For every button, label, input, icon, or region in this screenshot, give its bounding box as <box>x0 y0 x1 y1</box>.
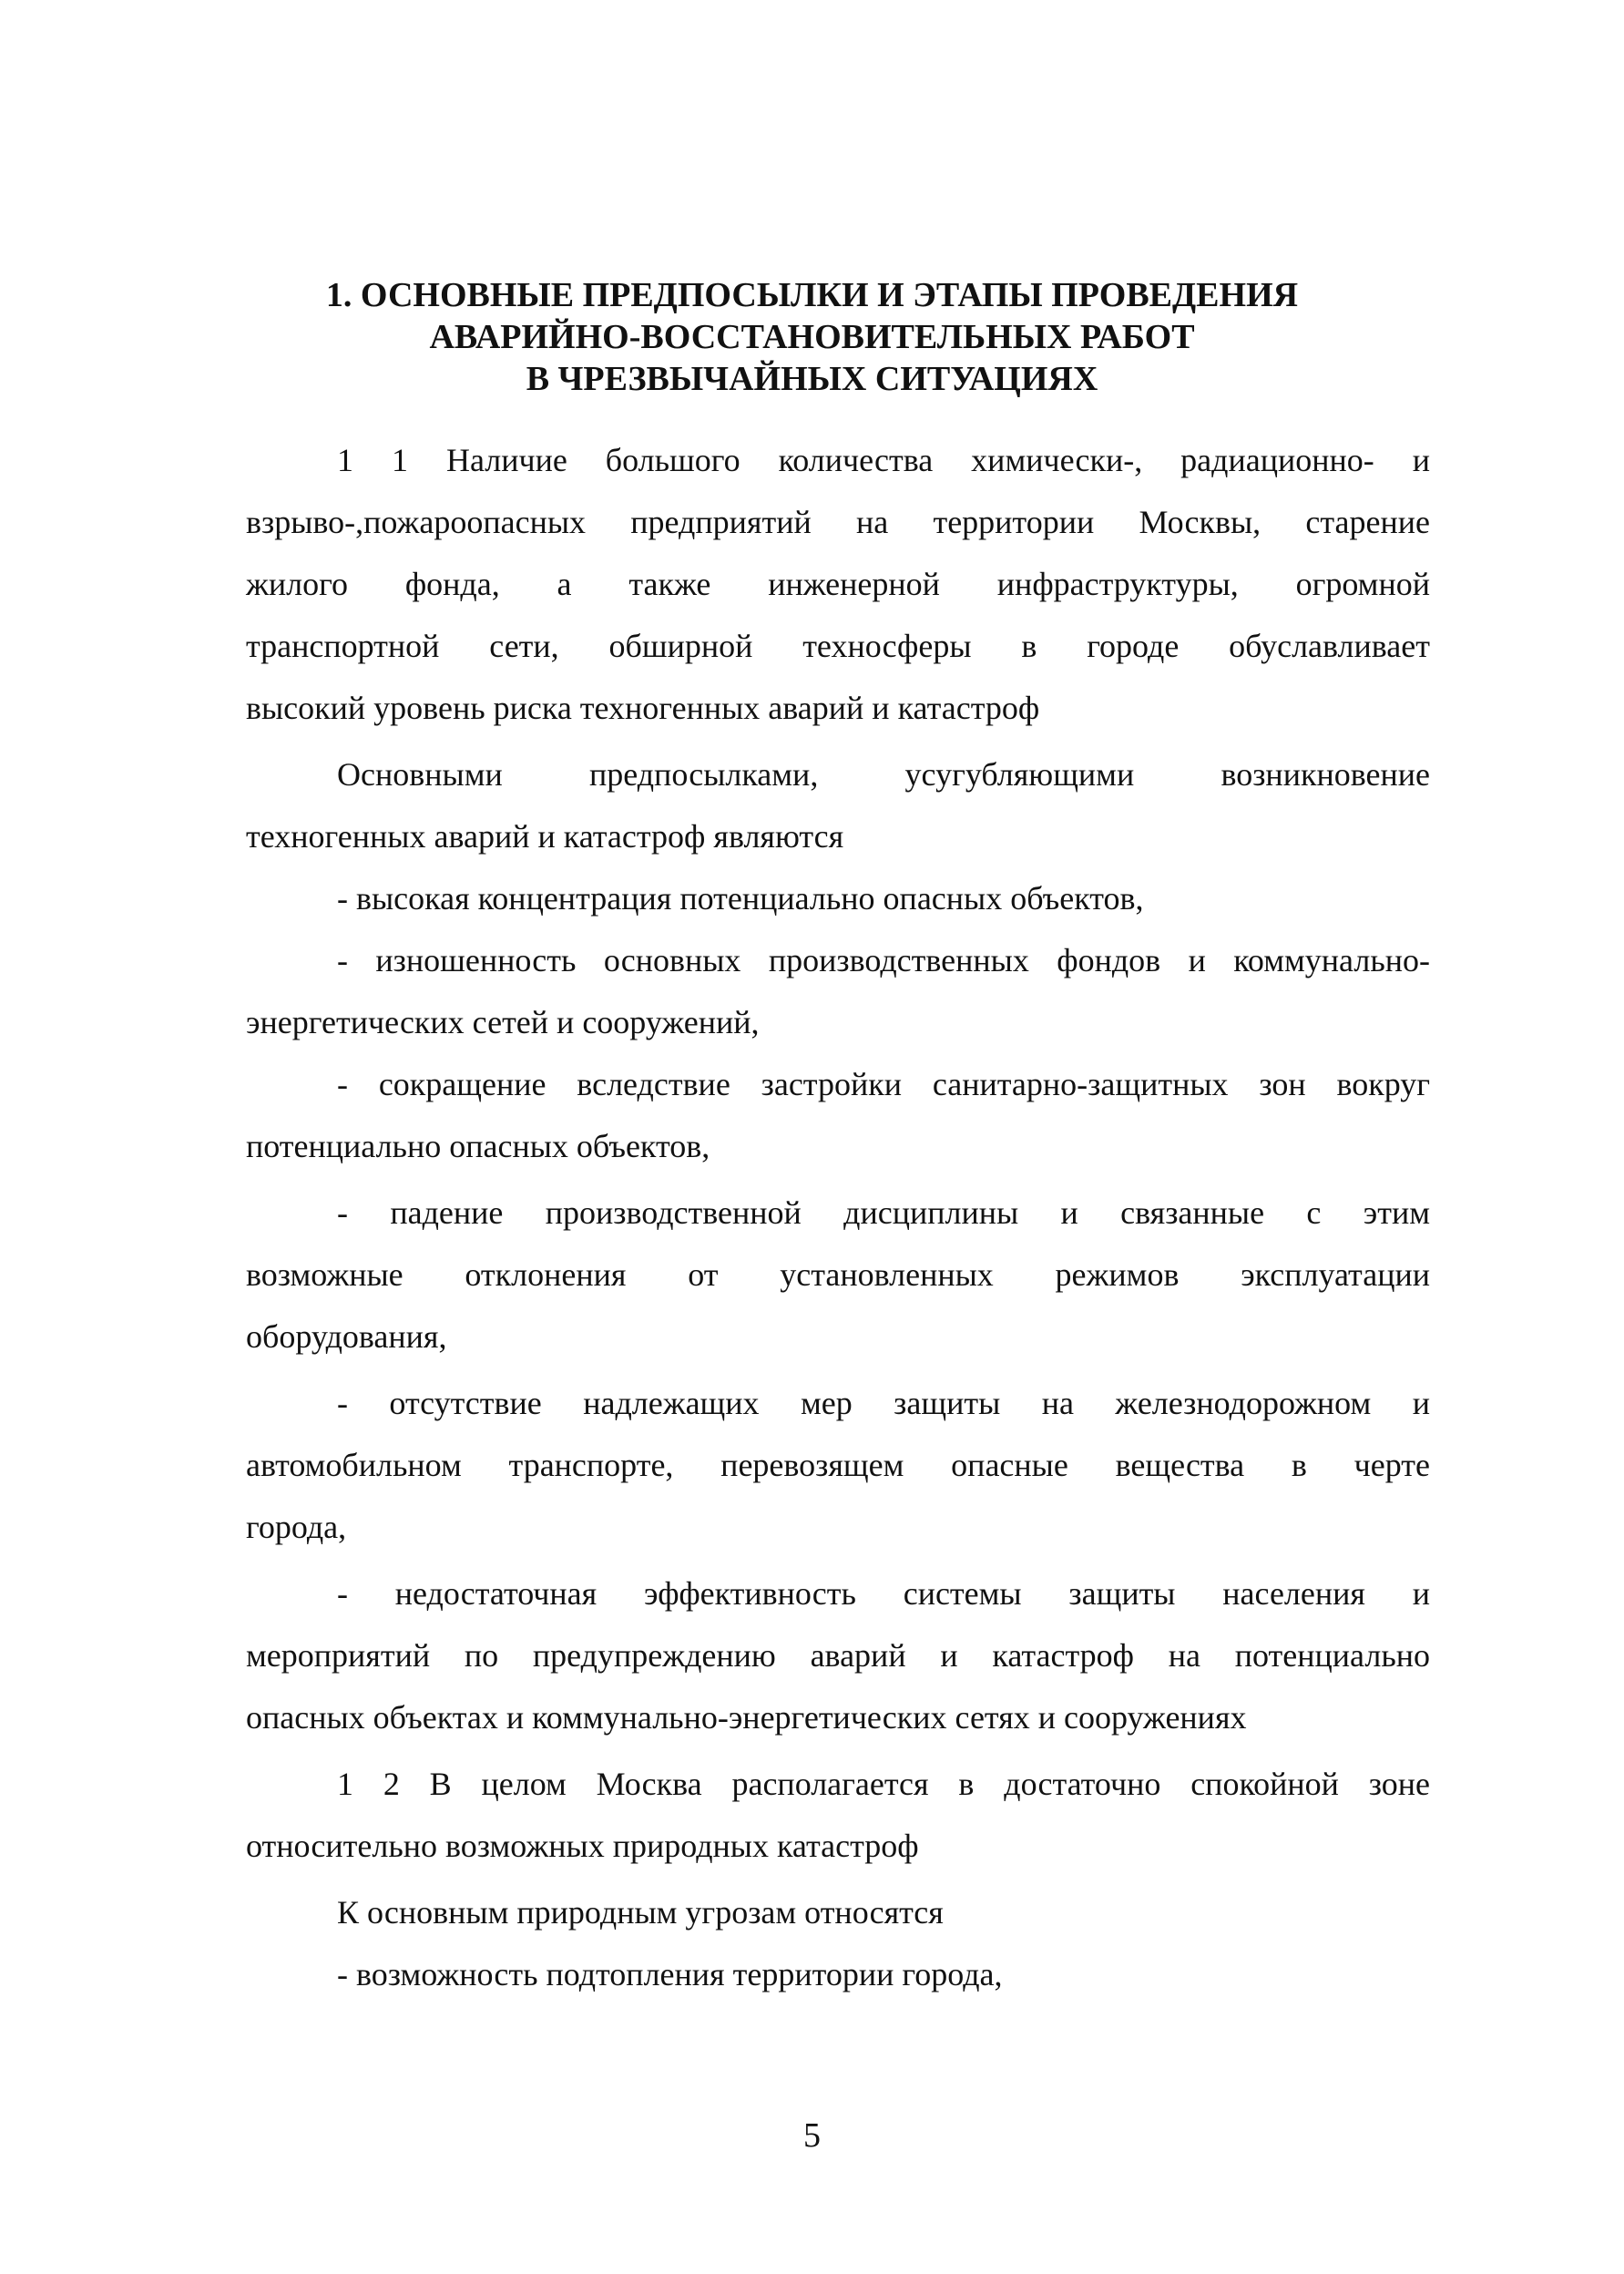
text-line: города, <box>246 1509 347 1545</box>
text-line: мероприятий по предупреждению аварий и катастроф на потенциально <box>246 1637 1430 1674</box>
section-heading-line-2: АВАРИЙНО-ВОССТАНОВИТЕЛЬНЫХ РАБОТ <box>429 318 1195 356</box>
text-line: относительно возможных природных катастроф <box>246 1828 919 1864</box>
list-item: - недостаточная эффективность системы защиты населения и <box>337 1575 1430 1612</box>
text-line: автомобильном транспорте, перевозящем опасные вещества в черте <box>246 1447 1430 1483</box>
list-item: - падение производственной дисциплины и связанные с этим <box>337 1194 1430 1231</box>
text-line: высокий уровень риска техногенных аварий и катастроф <box>246 690 1040 726</box>
text-line: оборудования, <box>246 1318 447 1355</box>
text-line: возможные отклонения от установленных режимов эксплуатации <box>246 1256 1430 1293</box>
list-item: - изношенность основных производственных фондов и коммунально- <box>337 942 1430 978</box>
text-line: Основными предпосылками, усугубляющими возникновение <box>337 756 1430 793</box>
list-item: - сокращение вследствие застройки санитарно-защитных зон вокруг <box>337 1066 1430 1102</box>
text-line: энергетических сетей и сооружений, <box>246 1004 760 1040</box>
text-line: К основным природным угрозам относятся <box>337 1894 944 1931</box>
list-item: - отсутствие надлежащих мер защиты на железнодорожном и <box>337 1385 1430 1421</box>
text-line: взрыво-,пожароопасных предприятий на территории Москвы, старение <box>246 504 1430 540</box>
text-line: жилого фонда, а также инженерной инфраструктуры, огромной <box>246 566 1430 602</box>
list-item: - возможность подтопления территории города, <box>337 1956 1003 1992</box>
page-number: 5 <box>803 2116 821 2155</box>
text-line: 1 1 Наличие большого количества химически-, радиационно- и <box>337 442 1430 478</box>
section-heading-line-3: В ЧРЕЗВЫЧАЙНЫХ СИТУАЦИЯХ <box>526 360 1098 398</box>
section-heading-line-1: 1. ОСНОВНЫЕ ПРЕДПОСЫЛКИ И ЭТАПЫ ПРОВЕДЕНИЯ <box>325 276 1299 314</box>
text-line: потенциально опасных объектов, <box>246 1128 710 1164</box>
list-item: - высокая концентрация потенциально опасных объектов, <box>337 880 1144 917</box>
text-line: транспортной сети, обширной техносферы в городе обуславливает <box>246 628 1430 664</box>
text-line: опасных объектах и коммунально-энергетических сетях и сооружениях <box>246 1699 1247 1736</box>
text-line: техногенных аварий и катастроф являются <box>246 818 844 855</box>
text-line: 1 2 В целом Москва располагается в достаточно спокойной зоне <box>337 1766 1430 1802</box>
